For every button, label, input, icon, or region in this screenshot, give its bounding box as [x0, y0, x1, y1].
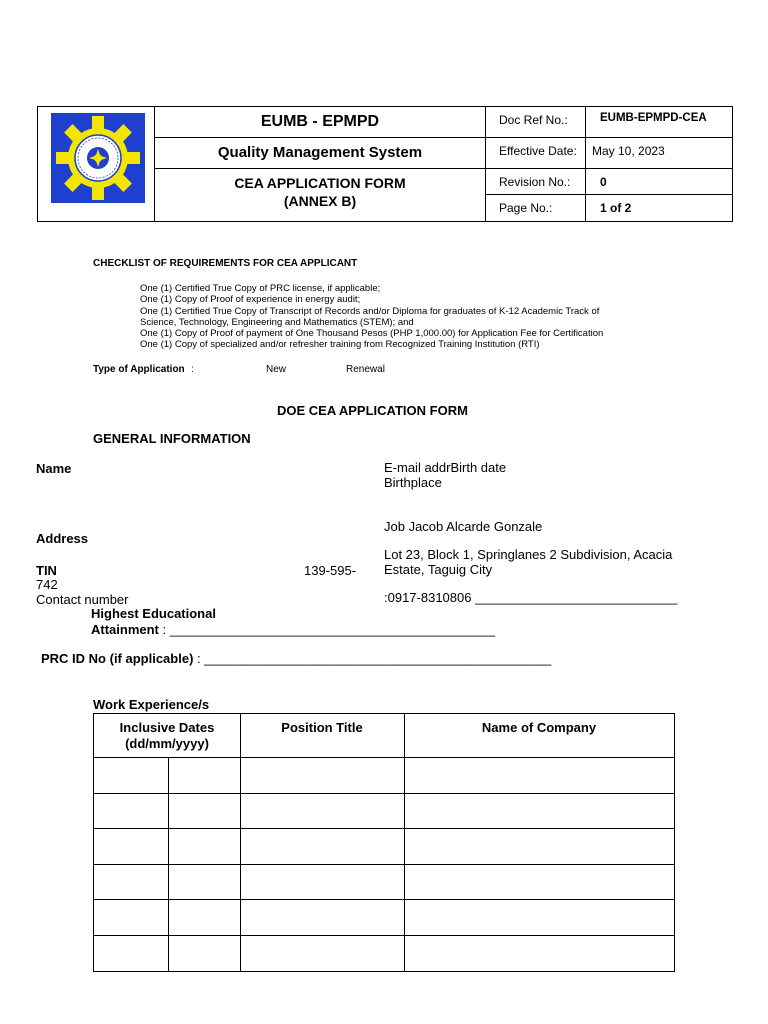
checklist-item: One (1) Copy of Proof of payment of One Thousand Pesos (PHP 1,000.00) for Application Fee for Certification [140, 328, 604, 340]
email-birthdate-text: E-mail addrBirth date [384, 460, 507, 475]
revision-value: 0 [600, 175, 607, 189]
column-header-inclusive-dates [94, 720, 240, 752]
birthplace-text: Birthplace [384, 475, 442, 490]
prc-label: PRC ID No (if applicable) [41, 651, 194, 666]
address-value-line1[interactable]: Lot 23, Block 1, Springlanes 2 Subdivision, Acacia [384, 547, 673, 562]
application-type-renewal[interactable]: Renewal [346, 364, 385, 375]
address-value-line2[interactable]: Estate, Taguig City [384, 562, 493, 577]
checklist-item: One (1) Copy of specialized and/or refresher training from Recognized Training Institution (RTI) [140, 339, 540, 351]
doe-logo [51, 113, 145, 203]
education-label: Highest Educational [91, 606, 216, 621]
contact-value[interactable]: :0917-8310806 ____________________________ [384, 590, 678, 605]
name-value[interactable]: Job Jacob Alcarde Gonzale [384, 519, 543, 534]
checklist-item: One (1) Certified True Copy of PRC license, if applicable; [140, 283, 381, 294]
form-title: DOE CEA APPLICATION FORM [277, 403, 468, 418]
section-title: GENERAL INFORMATION [93, 431, 251, 446]
form-title-line1: CEA APPLICATION FORM [234, 175, 406, 191]
inclusive-dates-line1: Inclusive Dates [119, 720, 215, 735]
checklist-item: One (1) Certified True Copy of Transcript of Records and/or Diploma for graduates of K-12 Academic Track of [140, 305, 600, 317]
checklist-items [140, 283, 603, 351]
inclusive-dates-line2: (dd/mm/yyyy) [125, 736, 209, 751]
name-label: Name [36, 461, 72, 476]
effective-date-label: Effective Date: [499, 144, 577, 158]
contact-label: Contact number [36, 592, 129, 607]
revision-label: Revision No.: [499, 175, 571, 189]
document-header [37, 106, 733, 222]
effective-date-value: May 10, 2023 [592, 144, 665, 158]
education-label-line2: Attainment [91, 622, 159, 637]
address-label: Address [36, 531, 89, 546]
column-header-company-name: Name of Company [481, 720, 597, 735]
work-experience-title: Work Experience/s [93, 697, 210, 712]
tin-value[interactable]: 139-595- [304, 563, 357, 578]
tin-value-continued[interactable]: 742 [36, 577, 58, 592]
education-row [91, 622, 495, 637]
prc-row [41, 651, 551, 666]
column-header-position-title: Position Title [281, 720, 363, 735]
doc-ref-label: Doc Ref No.: [499, 113, 568, 127]
work-experience-table [93, 713, 675, 972]
education-value[interactable]: : _____________________________________________ [158, 622, 496, 637]
checklist-title: CHECKLIST OF REQUIREMENTS FOR CEA APPLICANT [93, 258, 358, 269]
org-name: EUMB - EPMPD [260, 113, 380, 130]
system-name: Quality Management System [217, 144, 423, 161]
page-label: Page No.: [499, 201, 553, 215]
form-title-line2: (ANNEX B) [283, 193, 357, 209]
application-type-colon: : [191, 364, 194, 375]
checklist-item: One (1) Copy of Proof of experience in energy audit; [140, 294, 361, 306]
application-type-label: Type of Application [93, 364, 185, 375]
application-type-new[interactable]: New [266, 364, 287, 375]
page-value: 1 of 2 [600, 201, 632, 215]
prc-value[interactable]: : ________________________________________________ [193, 651, 552, 666]
checklist-item: Science, Technology, Engineering and Mathematics (STEM); and [140, 316, 414, 328]
doc-ref-value: EUMB-EPMPD-CEA [600, 112, 707, 124]
tin-label: TIN [36, 563, 57, 578]
